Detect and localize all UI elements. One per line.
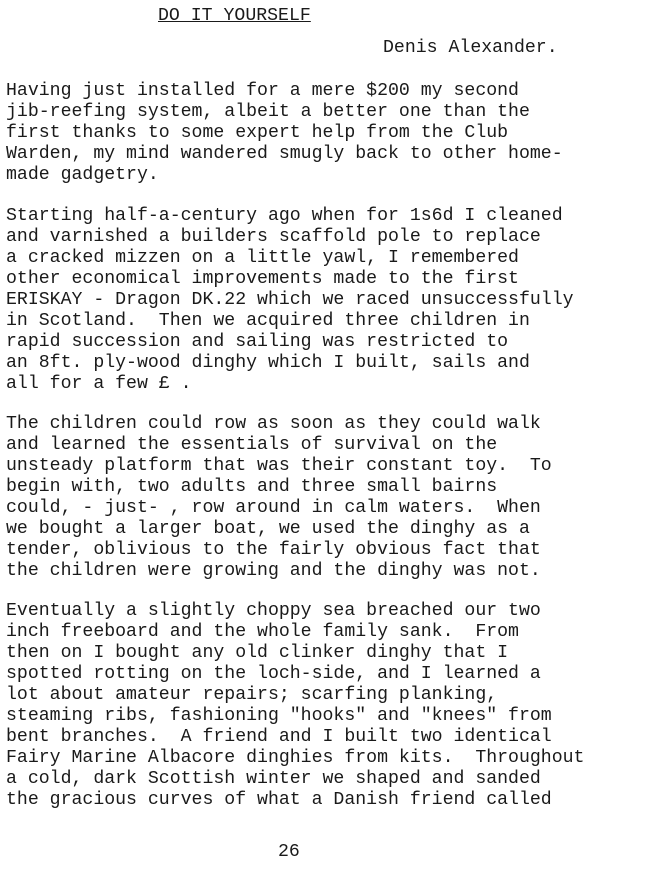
text-line: Eventually a slightly choppy sea breached our two: [6, 601, 541, 621]
text-line: and varnished a builders scaffold pole to replace: [6, 227, 541, 247]
text-line: an 8ft. ply-wood dinghy which I built, sails and: [6, 353, 530, 373]
paragraph-3: [6, 414, 669, 582]
paragraph-4: [6, 601, 669, 811]
text-line: Starting half-a-century ago when for 1s6d I cleaned: [6, 206, 563, 226]
text-line: a cold, dark Scottish winter we shaped and sanded: [6, 769, 541, 789]
text-line: Warden, my mind wandered smugly back to other home-: [6, 144, 563, 164]
text-line: could, - just- , row around in calm waters. When: [6, 498, 541, 518]
text-line: The children could row as soon as they could walk: [6, 414, 541, 434]
text-line: Having just installed for a mere $200 my second: [6, 81, 519, 101]
text-line: then on I bought any old clinker dinghy that I: [6, 643, 509, 663]
text-line: other economical improvements made to the first: [6, 269, 519, 289]
paragraph-2: [6, 206, 669, 395]
text-line: the children were growing and the dinghy was not.: [6, 561, 541, 581]
paragraph-1: [6, 81, 669, 186]
text-line: begin with, two adults and three small bairns: [6, 477, 498, 497]
text-line: Fairy Marine Albacore dinghies from kits. Throughout: [6, 748, 585, 768]
article-title: DO IT YOURSELF: [158, 6, 311, 26]
page-number: 26: [278, 842, 300, 862]
text-line: spotted rotting on the loch-side, and I learned a: [6, 664, 541, 684]
text-line: in Scotland. Then we acquired three children in: [6, 311, 530, 331]
text-line: inch freeboard and the whole family sank. From: [6, 622, 519, 642]
text-line: made gadgetry.: [6, 165, 159, 185]
text-line: the gracious curves of what a Danish friend called: [6, 790, 552, 810]
text-line: first thanks to some expert help from the Club: [6, 123, 509, 143]
text-line: unsteady platform that was their constant toy. To: [6, 456, 552, 476]
text-line: rapid succession and sailing was restricted to: [6, 332, 509, 352]
text-line: tender, oblivious to the fairly obvious fact that: [6, 540, 541, 560]
text-line: steaming ribs, fashioning "hooks" and "knees" from: [6, 706, 552, 726]
text-line: ERISKAY - Dragon DK.22 which we raced unsuccessfully: [6, 290, 574, 310]
text-line: lot about amateur repairs; scarfing planking,: [6, 685, 498, 705]
text-line: we bought a larger boat, we used the dinghy as a: [6, 519, 530, 539]
text-line: bent branches. A friend and I built two identical: [6, 727, 552, 747]
text-line: all for a few £ .: [6, 374, 192, 394]
text-line: jib-reefing system, albeit a better one than the: [6, 102, 530, 122]
text-line: a cracked mizzen on a little yawl, I remembered: [6, 248, 519, 268]
author-name: Denis Alexander.: [383, 38, 558, 58]
text-line: and learned the essentials of survival on the: [6, 435, 498, 455]
